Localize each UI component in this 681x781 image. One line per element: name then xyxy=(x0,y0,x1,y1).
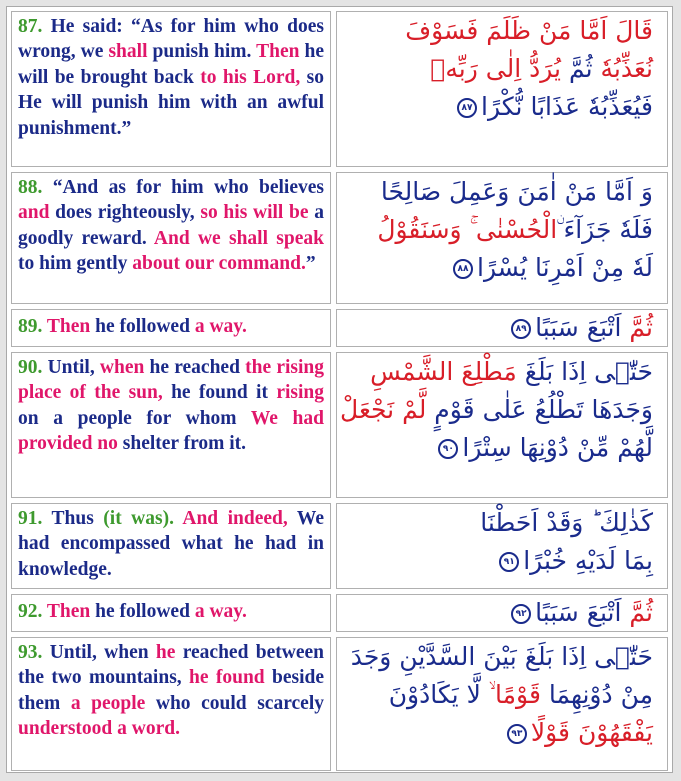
arabic-line xyxy=(377,50,653,88)
arabic-segment: مِنْ دُوْنِهِمَا xyxy=(540,680,653,709)
translation-segment: reached between the two mountains, xyxy=(18,642,324,689)
arabic-line xyxy=(377,676,653,714)
verse-number: 88. xyxy=(18,177,43,198)
verse-row-92 xyxy=(11,594,668,632)
arabic-line xyxy=(370,353,653,391)
verse-row-91 xyxy=(11,503,668,589)
arabic-line xyxy=(377,88,653,126)
verse-row-89 xyxy=(11,309,668,347)
arabic-segment: ثُمَّ xyxy=(621,313,653,342)
translation-segment: so He will punish him with an awful punishment.” xyxy=(18,66,324,139)
arabic-segment: اَتْبَعَ سَبَبًا xyxy=(535,313,622,342)
translation-segment: And indeed, xyxy=(182,508,288,529)
translation-segment: a goodly reward. xyxy=(18,202,325,249)
verse-number: 93. xyxy=(18,642,43,663)
translation-segment: understood a word. xyxy=(18,718,180,740)
arabic-line xyxy=(350,638,653,676)
translation-segment: shelter from it. xyxy=(117,433,247,455)
arabic-segment: ۙ لَّا يَكَادُوْنَ xyxy=(388,680,489,709)
arabic-segment: ثُمَّ xyxy=(561,54,593,83)
arabic-line xyxy=(377,310,653,346)
translation-segment: about our command. xyxy=(132,253,306,275)
translation-segment: And we shall speak xyxy=(153,227,324,249)
translation-segment: ” xyxy=(305,253,316,275)
arabic-line xyxy=(340,391,653,429)
arabic-cell xyxy=(336,11,668,167)
verse-number: 91. xyxy=(18,508,43,529)
verse-number: 87. xyxy=(18,16,43,37)
translation-segment: does righteously, xyxy=(49,202,201,224)
arabic-segment: اَتْبَعَ سَبَبًا xyxy=(535,598,622,627)
arabic-segment: يَفْقَهُوْنَ قَوْلًا xyxy=(530,718,653,747)
translation-segment: to him gently xyxy=(18,253,133,275)
verse-number: 90. xyxy=(18,357,43,378)
translation-segment: to his Lord, xyxy=(200,66,301,88)
translation-segment: he followed xyxy=(90,316,195,337)
ayah-number-mark: ٩٣ xyxy=(507,724,527,744)
arabic-segment: لَّمْ نَجْعَلْ xyxy=(340,395,427,424)
english-cell xyxy=(11,309,331,347)
translation-segment: a way. xyxy=(194,601,247,622)
arabic-line xyxy=(377,249,653,287)
english-cell xyxy=(11,637,331,771)
arabic-segment: مَطْلِعَ الشَّمْسِ xyxy=(370,357,517,386)
arabic-segment: وَجَدَهَا تَطْلُعُ عَلٰى قَوْمٍ xyxy=(426,395,653,424)
verse-row-93 xyxy=(11,637,668,771)
english-cell xyxy=(11,352,331,498)
arabic-line xyxy=(377,173,653,211)
translation-segment: rising xyxy=(276,382,324,404)
arabic-segment: قَالَ اَمَّا مَنْ ظَلَمَ فَسَوْفَ xyxy=(405,16,653,45)
translation-segment: He said: “As for him who does wrong, we xyxy=(18,16,324,63)
translation-segment: Until, when xyxy=(42,642,156,663)
verse-number: 89. xyxy=(18,316,43,337)
arabic-line xyxy=(377,12,653,50)
translation-segment: punish him. xyxy=(147,41,257,63)
translation-segment: and xyxy=(18,202,50,224)
translation-segment: the rising place of the sun, xyxy=(18,357,325,404)
translation-segment: beside them xyxy=(18,667,324,714)
ayah-number-mark: ٨٩ xyxy=(511,319,531,339)
translation-segment: he will be brought back xyxy=(18,41,325,88)
arabic-segment: كَذٰلِكَ ؕ وَقَدْ اَحَطْنَا xyxy=(480,508,653,537)
arabic-cell xyxy=(336,352,668,498)
translation-segment: “And as for him who believes xyxy=(42,177,324,198)
translation-segment: Then xyxy=(256,41,300,63)
translation-segment: he found it xyxy=(162,382,277,404)
arabic-segment: فَلَهٗ جَزَآءَ xyxy=(557,215,653,244)
arabic-segment: حَتّٰۤى اِذَا بَلَغَ xyxy=(516,357,653,386)
arabic-segment: حَتّٰۤى اِذَا بَلَغَ بَيْنَ السَّدَّيْنِ وَجَدَ xyxy=(350,642,653,671)
arabic-cell xyxy=(336,637,668,771)
arabic-cell xyxy=(336,172,668,304)
arabic-segment: فَيُعَذِّبُهٗ عَذَابًا نُّكْرًا xyxy=(481,92,653,121)
verse-row-87 xyxy=(11,11,668,167)
translation-segment: Then xyxy=(46,601,91,622)
translation-segment: Thus xyxy=(42,508,104,529)
arabic-line xyxy=(377,542,653,580)
translation-segment: We had provided no xyxy=(18,407,324,455)
arabic-segment: ثُمَّ xyxy=(621,598,653,627)
english-cell xyxy=(11,594,331,632)
translation-segment: a people xyxy=(70,692,146,714)
arabic-segment: قَوْمًا xyxy=(488,680,541,709)
arabic-line xyxy=(377,429,653,467)
arabic-cell xyxy=(336,594,668,632)
arabic-line xyxy=(377,504,653,542)
verse-table xyxy=(11,6,668,776)
translation-segment: Then xyxy=(46,316,91,337)
arabic-segment: وَ اَمَّا مَنْ اٰمَنَ وَعَمِلَ صَالِحًا xyxy=(380,177,653,206)
arabic-segment: لَهٗ مِنْ اَمْرِنَا يُسْرًا xyxy=(477,253,653,282)
translation-segment: he xyxy=(155,642,176,663)
arabic-segment: بِمَا لَدَيْهِ خُبْرًا xyxy=(523,546,653,575)
translation-segment: shall xyxy=(108,41,148,63)
verse-row-90 xyxy=(11,352,668,498)
verse-number: 92. xyxy=(18,601,43,622)
verse-row-88 xyxy=(11,172,668,304)
arabic-line xyxy=(377,714,653,752)
translation-segment: he followed xyxy=(90,601,195,622)
translation-segment: he found xyxy=(189,667,265,689)
arabic-line xyxy=(377,211,653,249)
arabic-cell xyxy=(336,503,668,589)
arabic-cell xyxy=(336,309,668,347)
arabic-segment: لَّهُمْ مِّنْ دُوْنِهَا سِتْرًا xyxy=(462,433,653,462)
translation-page xyxy=(6,6,673,773)
translation-segment: a way. xyxy=(194,316,247,337)
ayah-number-mark: ٨٨ xyxy=(453,259,473,279)
translation-segment: when xyxy=(99,357,145,378)
translation-segment: he reached xyxy=(144,357,246,378)
translation-segment: (it was). xyxy=(103,508,174,529)
ayah-number-mark: ٩٠ xyxy=(438,439,458,459)
translation-segment: who could scarcely xyxy=(145,692,324,714)
translation-segment: on a people for whom xyxy=(18,407,251,429)
arabic-segment: يُرَدُّ اِلٰى رَبِّهٖ xyxy=(430,54,561,83)
ayah-number-mark: ٩٢ xyxy=(511,604,531,624)
english-cell xyxy=(11,11,331,167)
translation-segment: We had encompassed what he had in knowledge. xyxy=(18,508,324,580)
arabic-segment: نُعَذِّبُهٗ xyxy=(592,54,653,83)
arabic-segment: ۨالْحُسْنٰى ۚ وَسَنَقُوْلُ xyxy=(377,215,558,244)
ayah-number-mark: ٩١ xyxy=(499,552,519,572)
arabic-line xyxy=(377,595,653,631)
translation-segment: so his will be xyxy=(200,202,309,224)
translation-segment: Until, xyxy=(42,357,100,378)
ayah-number-mark: ٨٧ xyxy=(457,98,477,118)
english-cell xyxy=(11,503,331,589)
english-cell xyxy=(11,172,331,304)
